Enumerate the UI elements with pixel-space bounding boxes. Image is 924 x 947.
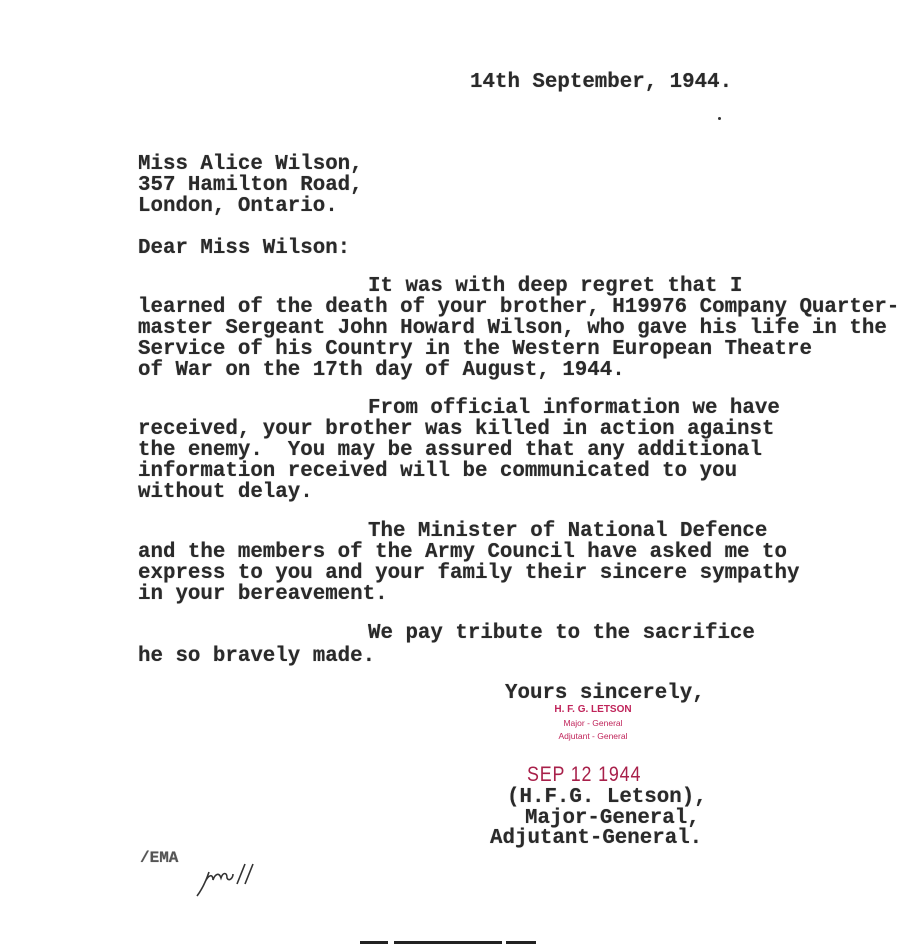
text-line: the enemy. You may be assured that any additional bbox=[138, 439, 763, 462]
stamp-title: Adjutant - General bbox=[558, 731, 628, 741]
handwritten-mark-icon bbox=[195, 860, 265, 900]
text-line: he so bravely made. bbox=[138, 645, 376, 668]
letter-date: 14th September, 1944. bbox=[470, 71, 733, 94]
address-line: Miss Alice Wilson, bbox=[138, 153, 363, 176]
address-line: 357 Hamilton Road, bbox=[138, 174, 363, 197]
text-line: It was with deep regret that I bbox=[368, 275, 743, 298]
text-line: Service of his Country in the Western European Theatre bbox=[138, 338, 812, 361]
text-line: express to you and your family their sincere sympathy bbox=[138, 562, 800, 585]
salutation: Dear Miss Wilson: bbox=[138, 237, 351, 260]
text-line: learned of the death of your brother, H19976 Company Quarter- bbox=[138, 296, 900, 319]
stamp-rank: Major - General bbox=[563, 718, 623, 728]
text-line: The Minister of National Defence bbox=[368, 520, 768, 543]
stamp-name: H. F. G. LETSON bbox=[554, 704, 632, 715]
signer-name: (H.F.G. Letson), bbox=[507, 786, 707, 809]
received-date-stamp: SEP 12 1944 bbox=[527, 763, 642, 786]
signer-title: Adjutant-General. bbox=[490, 827, 703, 850]
text-line: information received will be communicated to you bbox=[138, 460, 738, 483]
scan-edge-mark bbox=[394, 941, 502, 944]
address-line: London, Ontario. bbox=[138, 195, 338, 218]
text-line: and the members of the Army Council have asked me to bbox=[138, 541, 787, 564]
ink-speck bbox=[718, 117, 721, 120]
scan-edge-mark bbox=[506, 941, 536, 944]
text-line: master Sergeant John Howard Wilson, who gave his life in the bbox=[138, 317, 887, 340]
text-line: From official information we have bbox=[368, 397, 780, 420]
text-line: We pay tribute to the sacrifice bbox=[368, 622, 755, 645]
text-line: without delay. bbox=[138, 481, 313, 504]
signer-rank: Major-General, bbox=[525, 807, 700, 830]
text-line: of War on the 17th day of August, 1944. bbox=[138, 359, 625, 382]
text-line: in your bereavement. bbox=[138, 583, 388, 606]
closing: Yours sincerely, bbox=[505, 682, 705, 705]
scan-edge-mark bbox=[360, 941, 388, 944]
typist-initials: /EMA bbox=[140, 849, 179, 867]
text-line: received, your brother was killed in action against bbox=[138, 418, 775, 441]
